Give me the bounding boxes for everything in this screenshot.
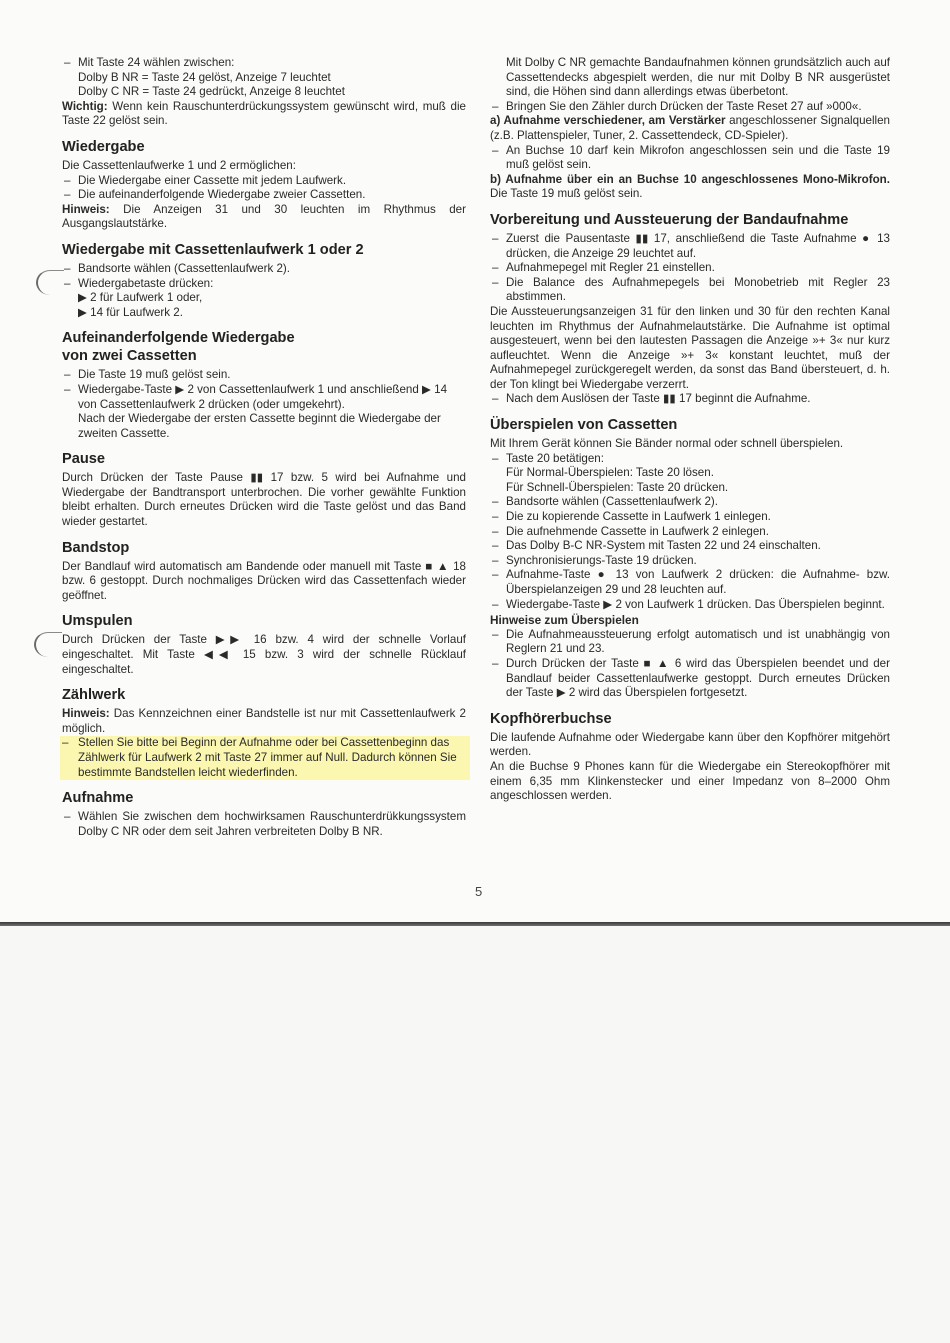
left-column: [62, 56, 466, 839]
paragraph: [490, 114, 890, 143]
note-label: Wichtig:: [62, 99, 108, 113]
list-item: – Die aufeinanderfolgende Wiedergabe zweier Cassetten.: [62, 188, 466, 203]
section-heading: Bandstop: [62, 539, 130, 556]
list-item: – Durch Drücken der Taste ■ ▲ 6 wird das Überspielen beendet und der Bandlauf beider Cassettenlaufwerke gestoppt. Durch erneutes Drücken der Taste ▶ 2 wird das Überspielen fortgesetzt.: [490, 657, 890, 701]
list-item: – Bringen Sie den Zähler durch Drücken der Taste Reset 27 auf »000«.: [490, 100, 890, 115]
blank-scan-area: [0, 926, 950, 1343]
important-note: [62, 100, 466, 129]
paragraph-text: angeschlossener Signalquellen (z.B. Plattenspieler, Tuner, 2. Cassettendeck, CD-Spieler).: [490, 114, 891, 142]
list-item: – Mit Taste 24 wählen zwischen:: [62, 56, 466, 71]
subheading: Hinweise zum Überspielen: [490, 613, 639, 628]
hint-note: [62, 203, 466, 232]
list-item: – Die Balance des Aufnahmepegels bei Monobetrieb mit Regler 23 abstimmen.: [490, 276, 890, 305]
list-item: – Wiedergabe-Taste ▶ 2 von Cassettenlaufwerk 1 und anschließend ▶ 14 von Cassettenlaufwerk 2 drücken (oder umgekehrt).: [62, 383, 466, 412]
paragraph: An die Buchse 9 Phones kann für die Wiedergabe ein Stereokopfhörer mit einem 6,35 mm Klinkenstecker und einer Impedanz von 8–2000 Ohm angeschlossen werden.: [490, 759, 890, 803]
list-item: – Wählen Sie zwischen dem hochwirksamen Rauschunterdrükkungssystem Dolby C NR oder dem seit Jahren verbreiteten Dolby B NR.: [62, 810, 466, 839]
subsection-label: a) Aufnahme verschiedener, am Verstärker: [490, 114, 726, 128]
list-item: – Wiedergabe-Taste ▶ 2 von Laufwerk 1 drücken. Das Überspielen beginnt.: [490, 598, 890, 613]
paragraph: Durch Drücken der Taste Pause ▮▮ 17 bzw. 5 wird bei Aufnahme und Wiedergabe der Bandtransport unterbrochen. Die vorher gewählte Funktion bleibt erhalten. Durch erneutes Drücken wird die Taste gelöst und das Band wieder gestartet.: [62, 471, 466, 529]
dolby-c-line: Dolby C NR = Taste 24 gedrückt, Anzeige 8 leuchtet: [78, 85, 345, 99]
paragraph: Die laufende Aufnahme oder Wiedergabe kann über den Kopfhörer mitgehört werden.: [490, 730, 890, 759]
punch-hole-mark: [34, 632, 62, 657]
hint-note: [62, 707, 466, 736]
sub-item: ▶ 14 für Laufwerk 2.: [78, 305, 183, 319]
section-heading: Wiedergabe mit Cassettenlaufwerk 1 oder 2: [62, 241, 364, 258]
section-heading: Aufnahme: [62, 790, 134, 807]
note-text: Die Anzeigen 31 und 30 leuchten im Rhythmus der Ausgangslautstärke.: [62, 202, 466, 231]
section-heading: Pause: [62, 451, 105, 468]
section-heading: Aufeinanderfolgende Wiedergabe: [62, 330, 295, 347]
list-item: – Die aufnehmende Cassette in Laufwerk 2 einlegen.: [490, 525, 890, 540]
paragraph: Mit Dolby C NR gemachte Bandaufnahmen können grundsätzlich auch auf Cassettendecks abgespielt werden, die nur mit Dolby B NR ausgerüstet sind, die Höhen sind dann allerdings etwas überbetont.: [506, 56, 890, 99]
note-text: Wenn kein Rauschunterdrückungssystem gewünscht wird, muß die Taste 22 gelöst sein.: [62, 99, 466, 128]
paragraph: Der Bandlauf wird automatisch am Bandende oder manuell mit Taste ■ ▲ 18 bzw. 6 gestoppt. Durch nochmaliges Drücken wird das Cassettenfach wieder geöffnet.: [62, 559, 466, 602]
section-heading: von zwei Cassetten: [62, 348, 197, 365]
page-number: 5: [475, 884, 483, 899]
list-item: – Zuerst die Pausentaste ▮▮ 17, anschließend die Taste Aufnahme ● 13 drücken, die Anzeige 29 leuchtet auf.: [490, 232, 890, 261]
dolby-b-line: Dolby B NR = Taste 24 gelöst, Anzeige 7 leuchtet: [78, 70, 331, 84]
list-item: – An Buchse 10 darf kein Mikrofon angeschlossen sein und die Taste 19 muß gelöst sein.: [490, 144, 890, 173]
list-item: – Aufnahmepegel mit Regler 21 einstellen.: [490, 261, 890, 276]
paragraph-text: Die Taste 19 muß gelöst sein.: [490, 187, 643, 201]
list-item: – Bandsorte wählen (Cassettenlaufwerk 2).: [62, 262, 466, 277]
section-heading: Vorbereitung und Aussteuerung der Bandaufnahme: [490, 211, 849, 228]
list-item: – Das Dolby B-C NR-System mit Tasten 22 und 24 einschalten.: [490, 539, 890, 554]
section-heading: Zählwerk: [62, 687, 126, 704]
section-heading: Umspulen: [62, 613, 133, 630]
list-item: – Aufnahme-Taste ● 13 von Laufwerk 2 drücken: die Aufnahme- bzw. Überspielanzeigen 29 und 28 leuchten auf.: [490, 568, 890, 597]
list-item: – Nach dem Auslösen der Taste ▮▮ 17 beginnt die Aufnahme.: [490, 392, 890, 407]
paragraph: Nach der Wiedergabe der ersten Cassette beginnt die Wiedergabe der zweiten Cassette.: [78, 412, 441, 440]
section-heading: Wiedergabe: [62, 138, 145, 155]
list-item: – Taste 20 betätigen:: [490, 452, 890, 467]
note-text: Das Kennzeichnen einer Bandstelle ist nur mit Cassettenlaufwerk 2 möglich.: [62, 707, 466, 735]
note-label: Hinweis:: [62, 202, 110, 216]
list-item: – Wiedergabetaste drücken:: [62, 277, 466, 292]
subsection-label: b) Aufnahme über ein an Buchse 10 angeschlossenes Mono-Mikrofon.: [490, 172, 890, 186]
list-item: – Die Taste 19 muß gelöst sein.: [62, 368, 466, 383]
list-item: – Bandsorte wählen (Cassettenlaufwerk 2).: [490, 495, 890, 510]
paragraph: Die Cassettenlaufwerke 1 und 2 ermöglichen:: [62, 158, 296, 172]
right-column: [490, 56, 890, 804]
list-item: – Die zu kopierende Cassette in Laufwerk 1 einlegen.: [490, 510, 890, 525]
section-heading: Überspielen von Cassetten: [490, 417, 678, 434]
paragraph: [490, 173, 890, 202]
list-item: – Synchronisierungs-Taste 19 drücken.: [490, 554, 890, 569]
punch-hole-mark: [36, 270, 64, 295]
sub-item: ▶ 2 für Laufwerk 1 oder,: [78, 291, 203, 305]
section-heading: Kopfhörerbuchse: [490, 710, 612, 727]
paragraph: Durch Drücken der Taste ▶▶ 16 bzw. 4 wird der schnelle Vorlauf eingeschaltet. Mit Taste ◀◀ 15 bzw. 3 wird der schnelle Rücklauf eingeschaltet.: [62, 633, 466, 676]
highlighted-list-item: – Stellen Sie bitte bei Beginn der Aufnahme oder bei Cassettenbeginn das Zählwerk für Laufwerk 2 mit Taste 27 immer auf Null. Dadurch können Sie bestimmte Bandstellen leicht wiederfinden.: [60, 736, 470, 780]
sub-item: Für Schnell-Überspielen: Taste 20 drücken.: [506, 480, 729, 494]
list-item: – Die Wiedergabe einer Cassette mit jedem Laufwerk.: [62, 174, 466, 189]
note-label: Hinweis:: [62, 707, 110, 721]
list-item: – Die Aufnahmeaussteuerung erfolgt automatisch und ist unabhängig von Reglern 21 und 23.: [490, 628, 890, 657]
sub-item: Für Normal-Überspielen: Taste 20 lösen.: [506, 466, 714, 480]
paragraph: Mit Ihrem Gerät können Sie Bänder normal oder schnell überspielen.: [490, 437, 844, 451]
paragraph: Die Aussteuerungsanzeigen 31 für den linken und 30 für den rechten Kanal leuchten im Rhythmus der Aufnahmelautstärke. Die Aufnahme ist optimal ausgesteuert, wenn bei den lautesten Passagen die Anzeige »+ 3« nur kurz aufleuchtet. Wenn die Anzeige »+ 3« konstant leuchtet, muß der Aufnahmepegel zurückgeregelt werden, da sonst das Band übersteuert, d. h. der Ton klingt bei Wiedergabe verzerrt.: [490, 304, 890, 391]
